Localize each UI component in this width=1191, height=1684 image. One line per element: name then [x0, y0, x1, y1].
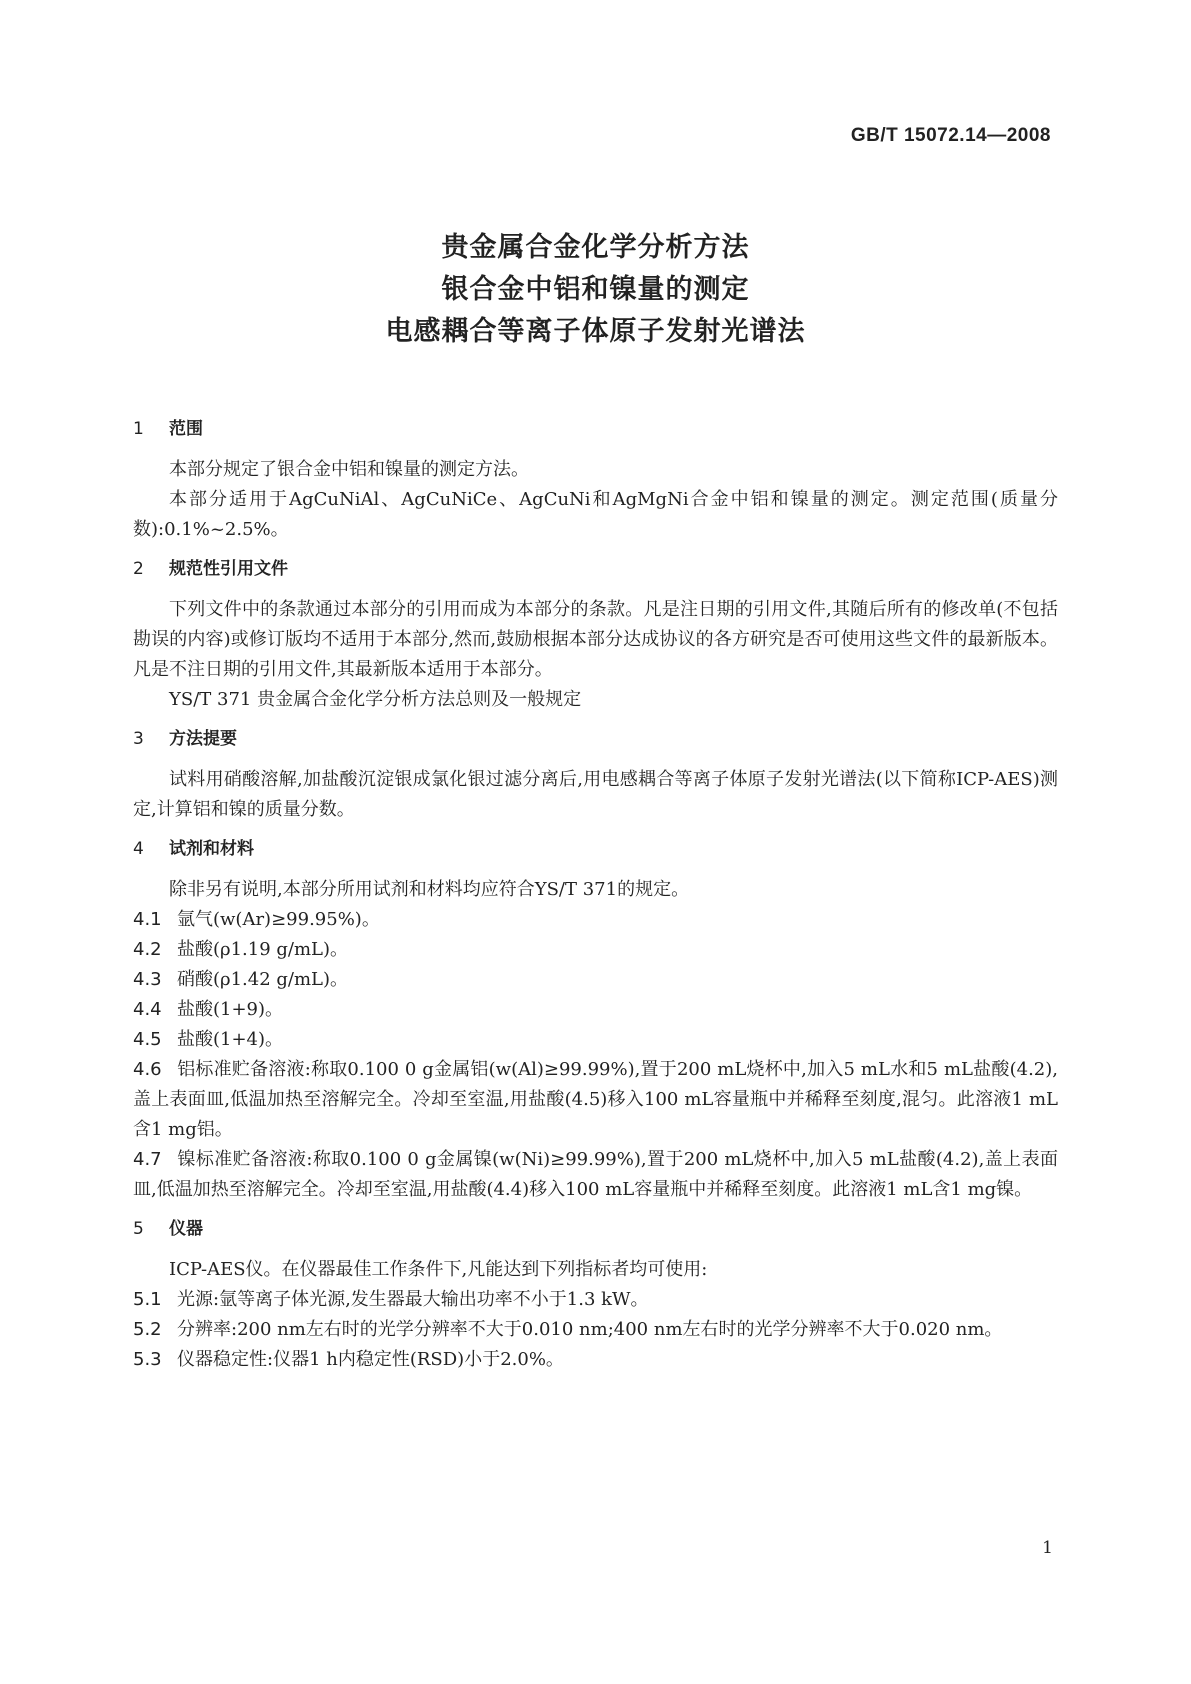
section-number: 5 — [133, 1219, 144, 1239]
list-item: 5.1 光源:氩等离子体光源,发生器最大输出功率不小于1.3 kW。 — [133, 1289, 649, 1310]
paragraph: 下列文件中的条款通过本部分的引用而成为本部分的条款。凡是注日期的引用文件,其随后所有的修改单(不包括勘误的内容)或修订版均不适用于本部分,然而,鼓励根据本部分达成协议的各方研究是否可使用这些文件的最新版本。凡是不注日期的引用文件,其最新版本适用于本部分。 — [133, 599, 1058, 680]
list-item: 4.2 盐酸(ρ1.19 g/mL)。 — [133, 939, 349, 960]
standard-code: GB/T 15072.14—2008 — [850, 125, 1051, 146]
section-title: 试剂和材料 — [169, 839, 254, 859]
paragraph: 试料用硝酸溶解,加盐酸沉淀银成氯化银过滤分离后,用电感耦合等离子体原子发射光谱法(以下简称ICP-AES)测定,计算铝和镍的质量分数。 — [133, 769, 1058, 820]
title-line-3: 电感耦合等离子体原子发射光谱法 — [385, 316, 806, 347]
paragraph: 除非另有说明,本部分所用试剂和材料均应符合YS/T 371的规定。 — [169, 879, 690, 900]
section-3-heading — [133, 725, 1058, 753]
normative-reference: YS/T 371 贵金属合金化学分析方法总则及一般规定 — [169, 689, 582, 710]
title-line-2: 银合金中铝和镍量的测定 — [441, 274, 750, 305]
list-item: 4.3 硝酸(ρ1.42 g/mL)。 — [133, 969, 349, 990]
section-title: 范围 — [169, 419, 203, 439]
list-item: 4.6 铝标准贮备溶液:称取0.100 0 g金属铝(w(Al)≥99.99%),置于200 mL烧杯中,加入5 mL水和5 mL盐酸(4.2),盖上表面皿,低温加热至溶解完全。冷却至室温,用盐酸(4.5)移入100 mL容量瓶中并稀释至刻度,混匀。此溶液1 mL含1 mg铝。 — [133, 1059, 1058, 1140]
paragraph: 本部分适用于AgCuNiAl、AgCuNiCe、AgCuNi和AgMgNi合金中铝和镍量的测定。测定范围(质量分数):0.1%~2.5%。 — [133, 489, 1058, 540]
list-item: 4.4 盐酸(1+9)。 — [133, 999, 284, 1020]
list-item: 4.5 盐酸(1+4)。 — [133, 1029, 284, 1050]
list-item: 5.2 分辨率:200 nm左右时的光学分辨率不大于0.010 nm;400 nm左右时的光学分辨率不大于0.020 nm。 — [133, 1319, 1003, 1340]
page-number: 1 — [1042, 1538, 1053, 1558]
list-item: 4.1 氩气(w(Ar)≥99.95%)。 — [133, 909, 380, 930]
section-5-heading — [133, 1215, 1058, 1243]
section-4-heading — [133, 835, 1058, 863]
list-item: 5.3 仪器稳定性:仪器1 h内稳定性(RSD)小于2.0%。 — [133, 1349, 564, 1370]
title-line-1: 贵金属合金化学分析方法 — [441, 232, 750, 263]
section-number: 4 — [133, 839, 144, 859]
section-title: 仪器 — [169, 1219, 203, 1239]
paragraph: 本部分规定了银合金中铝和镍量的测定方法。 — [169, 459, 529, 480]
document-body — [133, 415, 1058, 1375]
list-item: 4.7 镍标准贮备溶液:称取0.100 0 g金属镍(w(Ni)≥99.99%),置于200 mL烧杯中,加入5 mL盐酸(4.2),盖上表面皿,低温加热至溶解完全。冷却至室温,用盐酸(4.4)移入100 mL容量瓶中并稀释至刻度。此溶液1 mL含1 mg镍。 — [133, 1149, 1058, 1200]
paragraph: ICP-AES仪。在仪器最佳工作条件下,凡能达到下列指标者均可使用: — [169, 1259, 708, 1280]
section-title: 方法提要 — [169, 729, 237, 749]
document-title — [0, 227, 1191, 353]
section-1-heading — [133, 415, 1058, 443]
section-number: 3 — [133, 729, 144, 749]
section-number: 1 — [133, 419, 144, 439]
section-title: 规范性引用文件 — [169, 559, 288, 579]
section-number: 2 — [133, 559, 144, 579]
section-2-heading — [133, 555, 1058, 583]
